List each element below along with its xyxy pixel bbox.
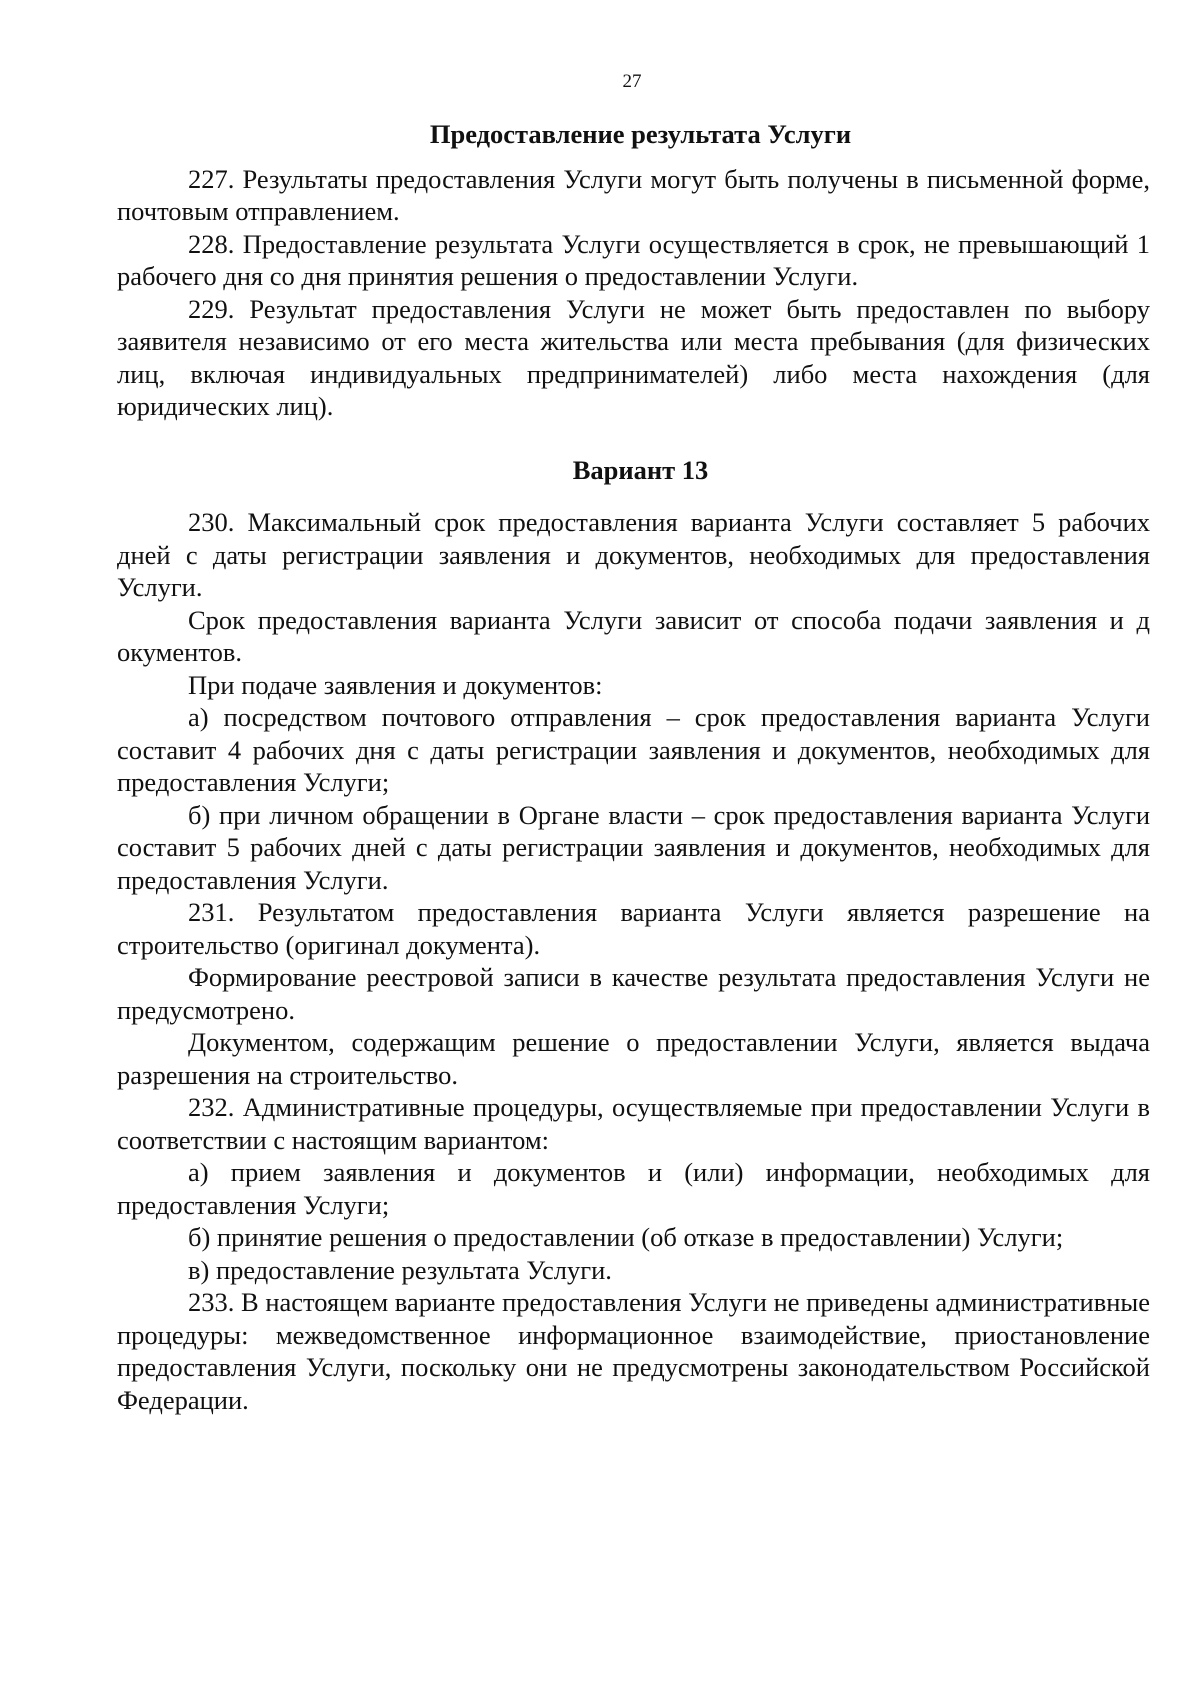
- section-title-variant: Вариант 13: [572, 454, 709, 485]
- section-title-result: Предоставление результата Услуги: [429, 119, 852, 149]
- paragraph-procedure-c: в) предоставление результата Услуги.: [188, 1254, 612, 1285]
- paragraph-230: 230. Максимальный срок предоставления варианта Услуги составляет 5 рабочих дней с даты регистрации заявления и документов, необходимых для предоставления Услуги.: [117, 507, 1150, 602]
- page-number: 27: [622, 71, 642, 92]
- paragraph-procedure-b: б) принятие решения о предоставлении (об отказе в предоставлении) Услуги;: [188, 1222, 1064, 1252]
- paragraph-228: 228. Предоставление результата Услуги осуществляется в срок, не превышающий 1 рабочего дня со дня принятия решения о предоставлении Услуги.: [117, 228, 1150, 291]
- paragraph-233: 233. В настоящем варианте предоставления Услуги не приведены административные процедуры: межведомственное информационное взаимодействие, приостановление предоставления Услуги, поскольку они не предусмотрены законодательством Российской Федерации.: [117, 1287, 1150, 1415]
- page-content: [117, 118, 1150, 1416]
- paragraph-submission-a: а) посредством почтового отправления – срок предоставления варианта Услуги составит 4 рабочих дня с даты регистрации заявления и документов, необходимых для предоставления Услуги;: [117, 702, 1150, 797]
- paragraph-submission-intro: При подаче заявления и документов:: [188, 669, 603, 700]
- paragraph-decision-document: Документом, содержащим решение о предоставлении Услуги, является выдача разрешения на строительство.: [117, 1027, 1150, 1090]
- paragraph-term-dependence: Срок предоставления варианта Услуги зависит от способа подачи заявления и д окументов.: [117, 604, 1150, 667]
- paragraph-227: 227. Результаты предоставления Услуги могут быть получены в письменной форме, почтовым отправлением.: [117, 163, 1150, 226]
- paragraph-submission-b: б) при личном обращении в Органе власти – срок предоставления варианта Услуги составит 5 рабочих дней с даты регистрации заявления и документов, необходимых для предоставления Услуги.: [117, 799, 1150, 895]
- paragraph-procedure-a: а) прием заявления и документов и (или) информации, необходимых для предоставления Услуги;: [117, 1157, 1150, 1220]
- paragraph-229: 229. Результат предоставления Услуги не может быть предоставлен по выбору заявителя независимо от его места жительства или места пребывания (для физических лиц, включая индивидуальных предпринимателей) либо места нахождения (для юридических лиц).: [117, 293, 1150, 421]
- paragraph-registry-record: Формирование реестровой записи в качестве результата предоставления Услуги не предусмотрено.: [117, 962, 1150, 1025]
- paragraph-231: 231. Результатом предоставления варианта Услуги является разрешение на строительство (оригинал документа).: [117, 897, 1150, 960]
- paragraph-232: 232. Административные процедуры, осуществляемые при предоставлении Услуги в соответствии с настоящим вариантом:: [117, 1092, 1150, 1155]
